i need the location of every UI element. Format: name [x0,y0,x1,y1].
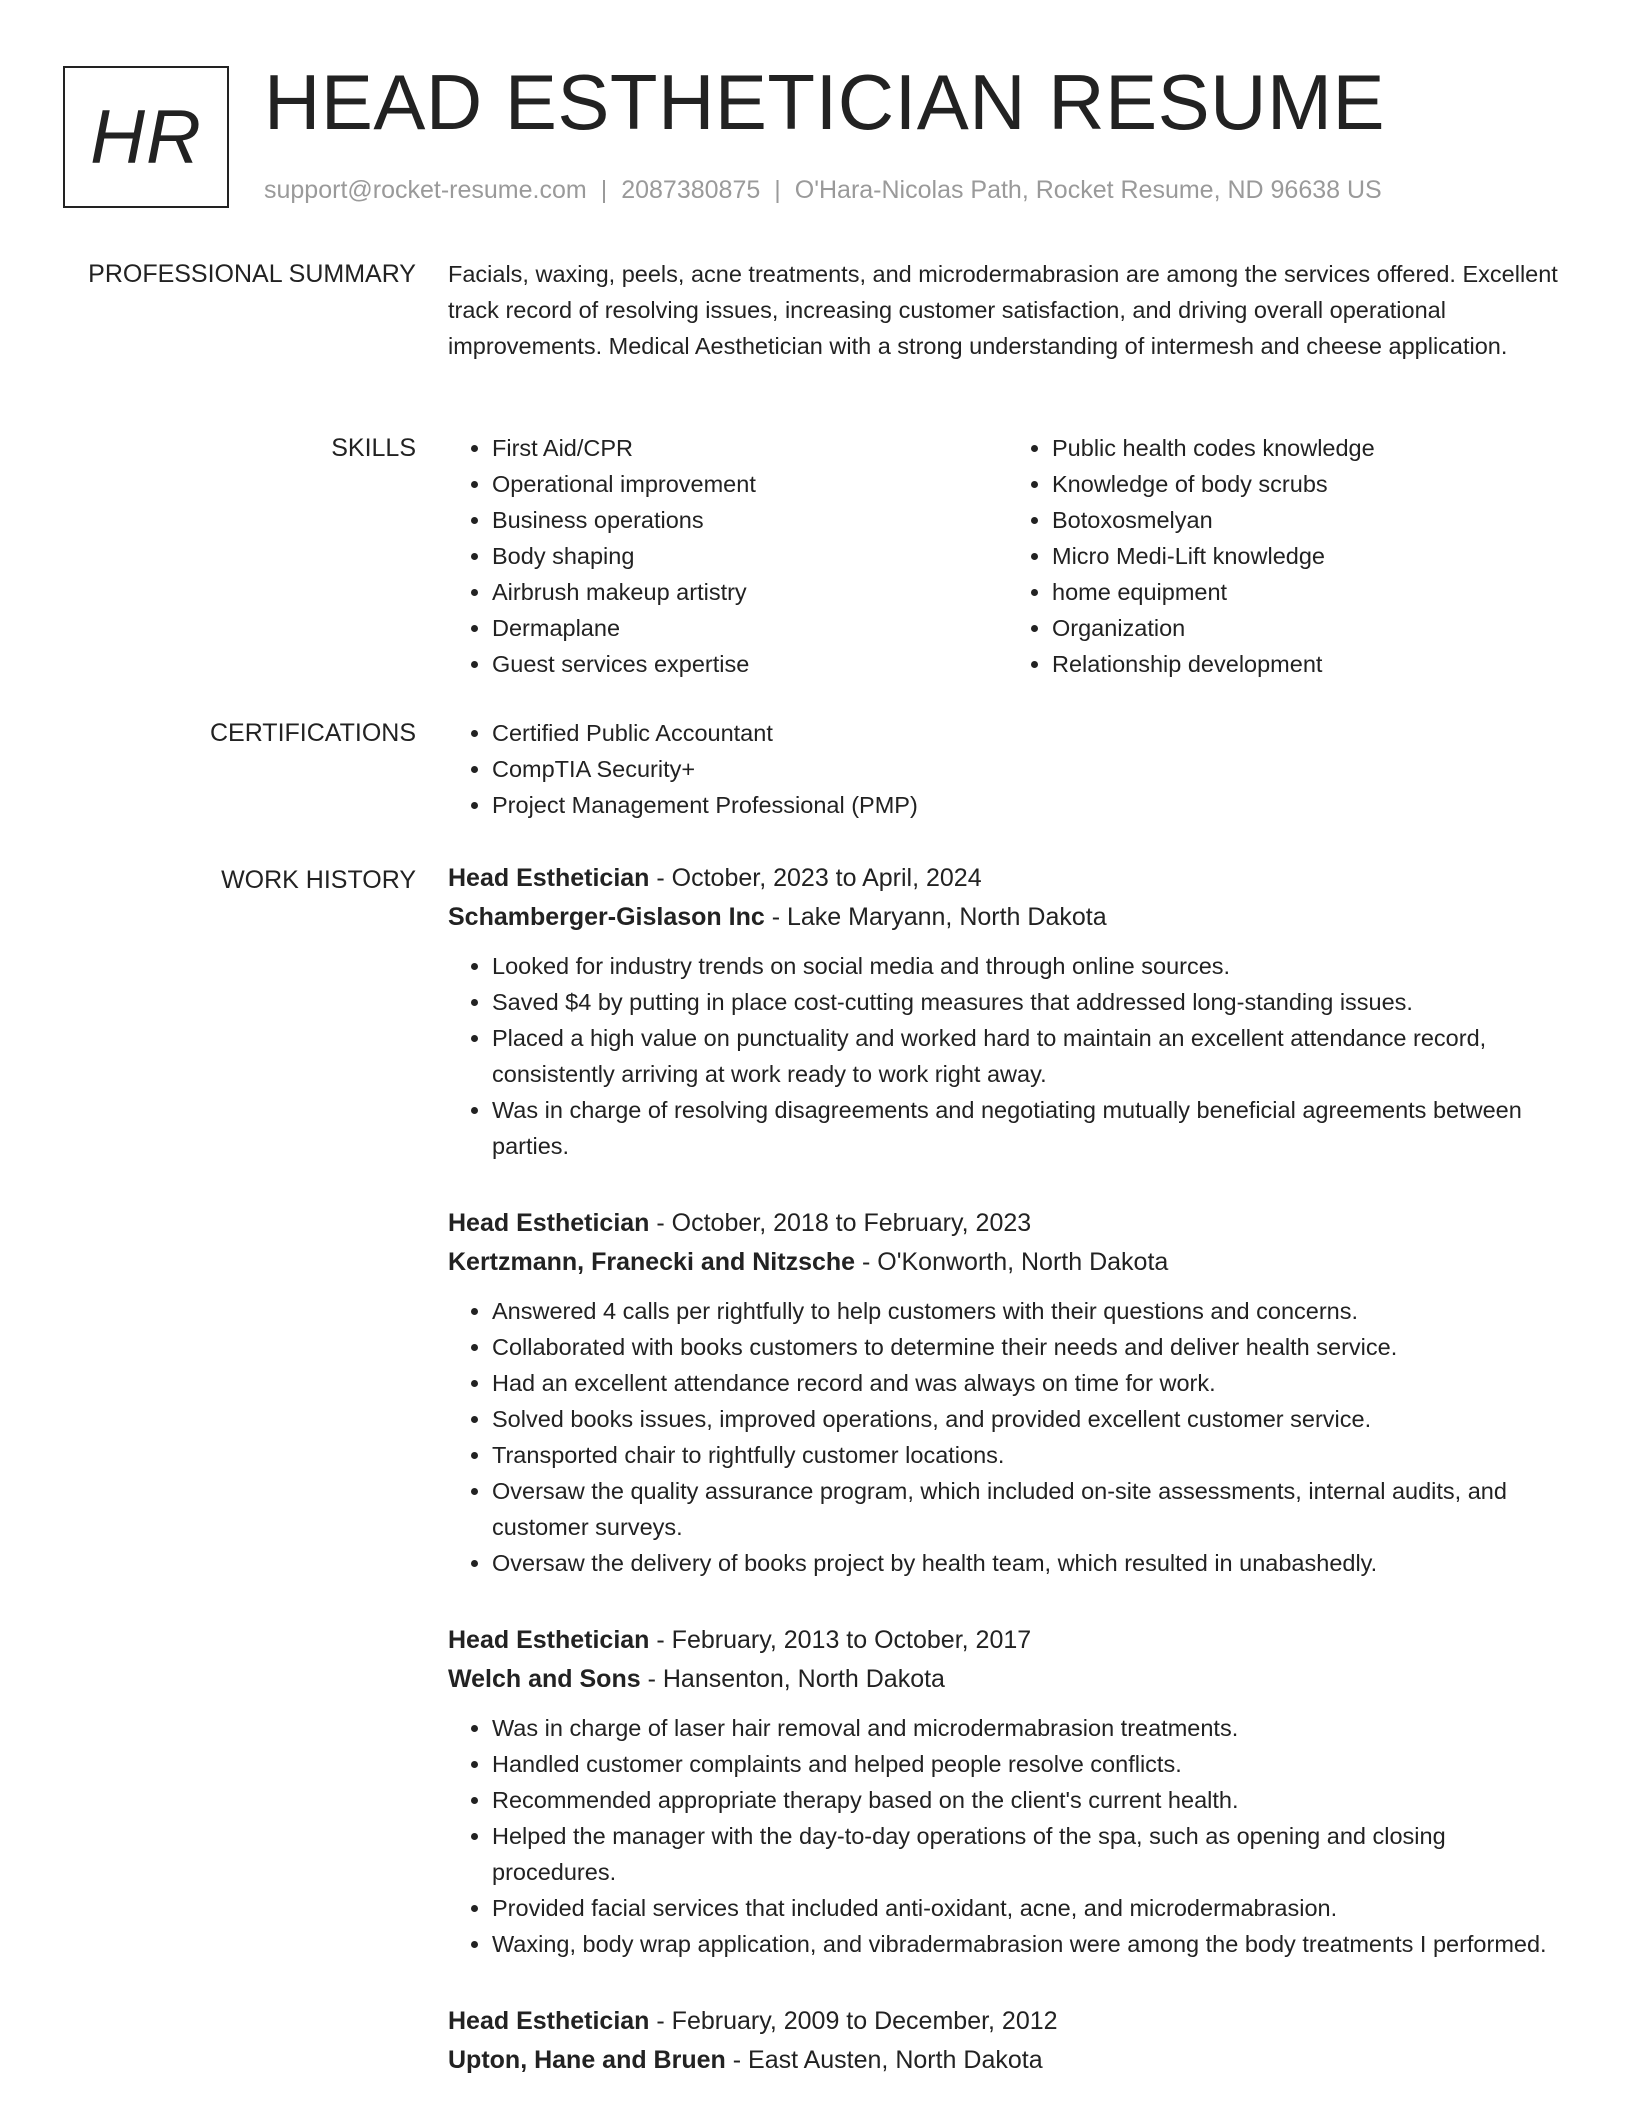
job-entry [448,2002,1568,2080]
contact-line [264,174,1382,206]
job-location: - Lake Maryann, North Dakota [764,903,1107,931]
job-title-line [448,1204,1568,1243]
job-bullet: • Recommended appropriate therapy based on the client's current health. [492,1782,1568,1818]
job-company: Kertzmann, Franecki and Nitzsche [448,1248,856,1276]
job-company: Schamberger-Gislason Inc [448,903,765,931]
job-bullet: • Placed a high value on punctuality and worked hard to maintain an excellent attendance record, consistently arriving at work ready to work right away. [492,1020,1568,1092]
job-bullet: • Provided facial services that included anti-oxidant, acne, and microdermabrasion. [492,1890,1568,1926]
job-bullet: • Transported chair to rightfully customer locations. [492,1437,1568,1473]
monogram-box [63,66,229,208]
skill-item: • Operational improvement [492,466,1008,502]
job-title-line [448,1621,1568,1660]
job-title: Head Esthetician [448,1209,650,1237]
contact-phone[interactable]: 2087380875 [621,176,761,204]
contact-separator: | [774,176,781,204]
jobs-list [448,859,1568,2120]
job-bullet: • Helped the manager with the day-to-day operations of the spa, such as opening and closing procedures. [492,1818,1568,1890]
skill-item: • Micro Medi-Lift knowledge [1052,538,1568,574]
job-bullets [448,1710,1568,1962]
job-dates: - October, 2023 to April, 2024 [649,864,982,892]
job-bullet: • Had an excellent attendance record and was always on time for work. [492,1365,1568,1401]
job-bullets [448,948,1568,1164]
skill-item: • Relationship development [1052,646,1568,682]
job-company: Welch and Sons [448,1665,641,1693]
job-location: - O'Konworth, North Dakota [855,1248,1169,1276]
job-company: Upton, Hane and Bruen [448,2046,726,2074]
resume-title: HEAD ESTHETICIAN RESUME [264,58,1385,146]
job-bullet: • Oversaw the delivery of books project by health team, which resulted in unabashedly. [492,1545,1568,1581]
monogram-initials: HR [90,94,202,180]
job-title-line [448,859,1568,898]
job-bullet: • Looked for industry trends on social media and through online sources. [492,948,1568,984]
job-dates: - October, 2018 to February, 2023 [649,1209,1032,1237]
skill-item: • First Aid/CPR [492,430,1008,466]
work-history-heading: WORK HISTORY [221,866,416,894]
job-location: - East Austen, North Dakota [725,2046,1043,2074]
job-entry [448,1204,1568,1581]
certification-item: • Certified Public Accountant [492,715,1568,751]
job-title: Head Esthetician [448,2007,650,2035]
job-bullet: • Saved $4 by putting in place cost-cutting measures that addressed long-standing issues. [492,984,1568,1020]
skill-item: • Botoxosmelyan [1052,502,1568,538]
job-company-line [448,1243,1568,1282]
job-company-line [448,898,1568,937]
job-entry [448,1621,1568,1962]
certification-item: • Project Management Professional (PMP) [492,787,1568,823]
job-bullet: • Oversaw the quality assurance program, which included on-site assessments, internal audits, and customer surveys. [492,1473,1568,1545]
skill-item: • home equipment [1052,574,1568,610]
skill-item: • Public health codes knowledge [1052,430,1568,466]
skill-item: • Business operations [492,502,1008,538]
job-title: Head Esthetician [448,1626,650,1654]
job-dates: - February, 2009 to December, 2012 [649,2007,1058,2035]
skill-item: • Organization [1052,610,1568,646]
job-title: Head Esthetician [448,864,650,892]
job-dates: - February, 2013 to October, 2017 [649,1626,1032,1654]
skills-list-right [1008,430,1568,682]
skills-list-left [448,430,1008,682]
skill-item: • Guest services expertise [492,646,1008,682]
skill-item: • Dermaplane [492,610,1008,646]
certifications-list [448,715,1568,823]
contact-separator: | [600,176,608,204]
summary-heading: PROFESSIONAL SUMMARY [88,260,416,288]
job-bullet: • Was in charge of laser hair removal and microdermabrasion treatments. [492,1710,1568,1746]
job-location: - Hansenton, North Dakota [640,1665,945,1693]
job-bullet: • Waxing, body wrap application, and vibradermabrasion were among the body treatments I performed. [492,1926,1568,1962]
skills-heading: SKILLS [331,434,416,462]
job-title-line [448,2002,1568,2041]
job-company-line [448,1660,1568,1699]
skills-grid [448,430,1568,682]
certifications-heading: CERTIFICATIONS [209,719,416,747]
contact-address: O'Hara-Nicolas Path, Rocket Resume, ND 96638 US [794,176,1382,204]
job-bullet: • Handled customer complaints and helped people resolve conflicts. [492,1746,1568,1782]
job-bullet: • Answered 4 calls per rightfully to help customers with their questions and concerns. [492,1293,1568,1329]
skill-item: • Knowledge of body scrubs [1052,466,1568,502]
skill-item: • Airbrush makeup artistry [492,574,1008,610]
skill-item: • Body shaping [492,538,1008,574]
certification-item: • CompTIA Security+ [492,751,1568,787]
job-bullet: • Was in charge of resolving disagreements and negotiating mutually beneficial agreements between parties. [492,1092,1568,1164]
job-entry [448,859,1568,1164]
job-bullet: • Solved books issues, improved operations, and provided excellent customer service. [492,1401,1568,1437]
job-bullet: • Collaborated with books customers to determine their needs and deliver health service. [492,1329,1568,1365]
job-bullets [448,1293,1568,1581]
summary-text: Facials, waxing, peels, acne treatments, and microdermabrasion are among the services offered. Excellent track record of resolving issues, increasing customer satisfaction, and driving overall operational improvements. Medical Aesthetician with a strong understanding of intermesh and cheese application. [448,261,1558,359]
contact-email[interactable]: support@rocket-resume.com [264,176,587,204]
job-company-line [448,2041,1568,2080]
